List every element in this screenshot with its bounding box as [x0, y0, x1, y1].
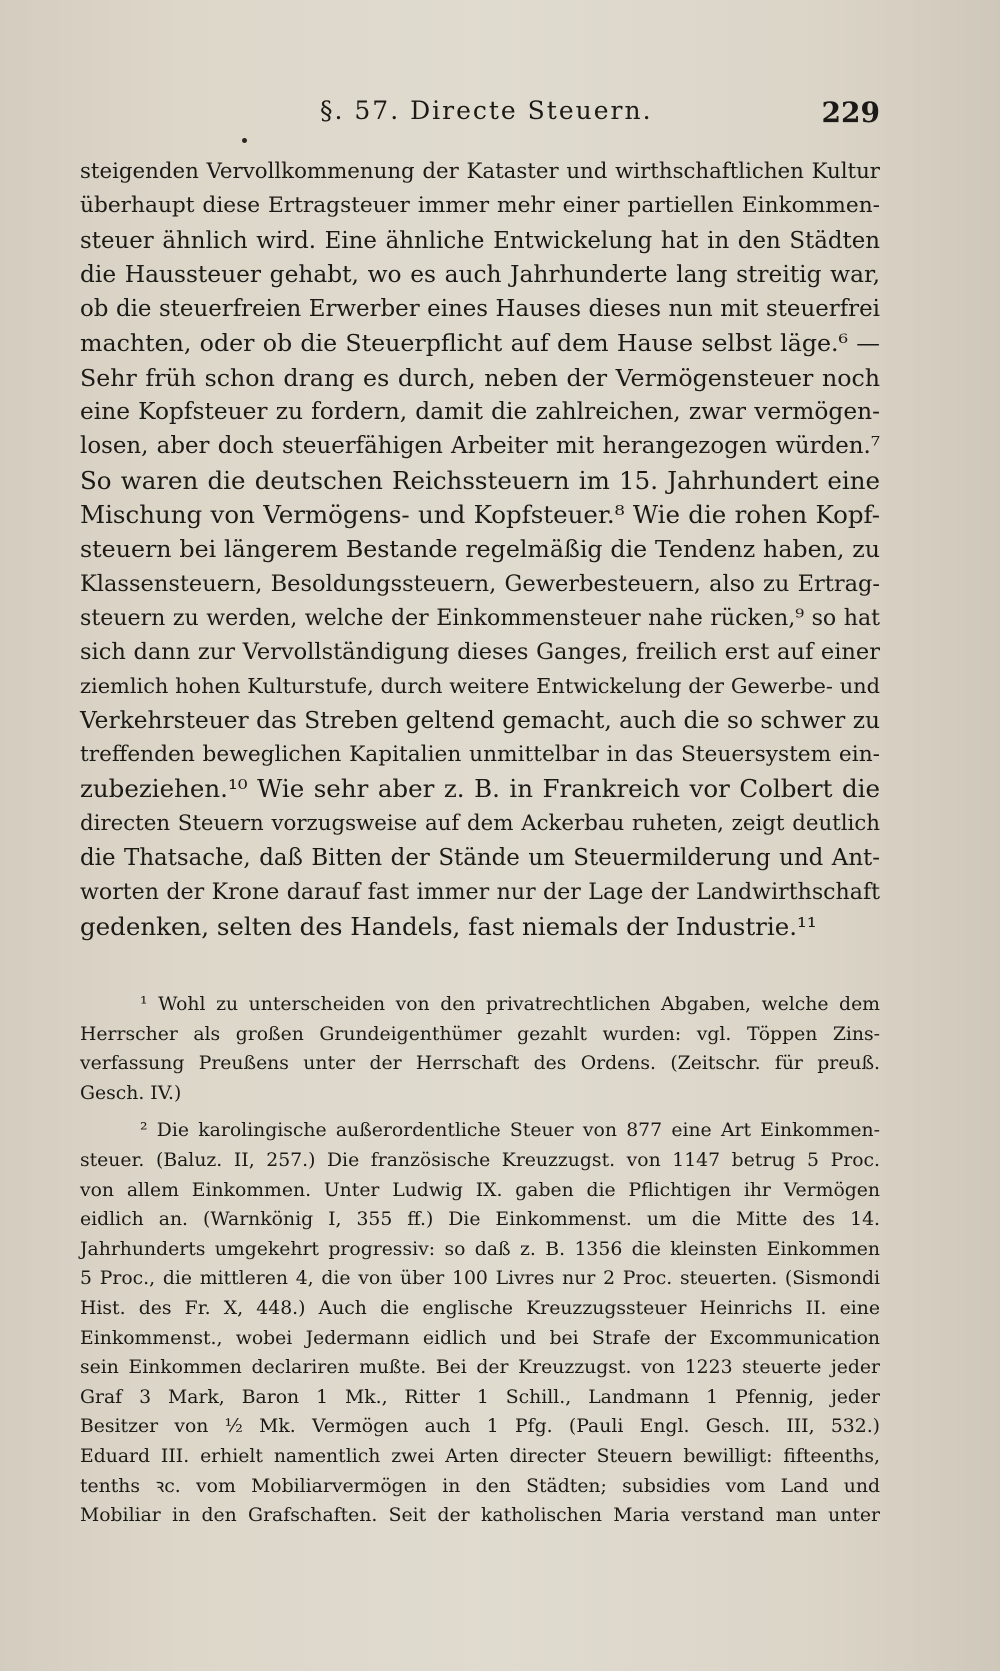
text-line: So waren die deutschen Reichssteuern im 15. Jahrhundert eine	[80, 465, 880, 495]
text-line: überhaupt diese Ertragsteuer immer mehr einer partiellen Einkommen-	[80, 193, 880, 219]
text-line: steuern zu werden, welche der Einkommensteuer nahe rücken,⁹ so hat	[80, 604, 880, 631]
text-line: ob die steuerfreien Erwerber eines Hauses dieses nun mit steuerfrei	[80, 296, 880, 323]
footnote-2-line: Einkommenst., wobei Jedermann eidlich und bei Strafe der Excommunication	[80, 1327, 880, 1349]
text-line: gedenken, selten des Handels, fast niemals der Industrie.¹¹	[80, 911, 817, 941]
footnote-1-line: Herrscher als großen Grundeigenthümer gezahlt wurden: vgl. Töppen Zins-	[80, 1023, 880, 1045]
footnote-2-line: Eduard III. erhielt namentlich zwei Arten directer Steuern bewilligt: fifteenths,	[80, 1445, 880, 1467]
footnote-2-line: ² Die karolingische außerordentliche Steuer von 877 eine Art Einkommen-	[140, 1120, 880, 1142]
footnote-2-line: Mobiliar in den Grafschaften. Seit der katholischen Maria verstand man unter	[80, 1505, 880, 1527]
text-line: steigenden Vervollkommenung der Kataster und wirthschaftlichen Kultur	[80, 159, 880, 184]
footnote-1-line: Gesch. IV.)	[80, 1082, 182, 1104]
ink-speck	[242, 138, 247, 143]
text-line: ziemlich hohen Kulturstufe, durch weitere Entwickelung der Gewerbe- und	[80, 674, 880, 699]
text-line: Sehr früh schon drang es durch, neben der Vermögensteuer noch	[80, 363, 880, 392]
running-header	[80, 96, 880, 136]
text-line: worten der Krone darauf fast immer nur der Lage der Landwirthschaft	[80, 879, 880, 906]
footnote-2-line: steuer. (Baluz. II, 257.) Die französische Kreuzzugst. von 1147 betrug 5 Proc.	[80, 1149, 880, 1171]
text-line: die Haussteuer gehabt, wo es auch Jahrhunderte lang streitig war,	[80, 260, 880, 288]
text-line: losen, aber doch steuerfähigen Arbeiter mit herangezogen würden.⁷	[80, 433, 880, 460]
body-paragraph	[80, 155, 880, 944]
text-line: Verkehrsteuer das Streben geltend gemacht, auch die so schwer zu	[80, 706, 880, 734]
text-line: steuern bei längerem Bestande regelmäßig die Tendenz haben, zu	[80, 535, 880, 564]
footnote-2-line: Graf 3 Mark, Baron 1 Mk., Ritter 1 Schill., Landmann 1 Pfennig, jeder	[80, 1386, 880, 1408]
page-number: 229	[821, 96, 880, 129]
footnote-2-line: sein Einkommen declariren mußte. Bei der Kreuzzugst. von 1223 steuerte jeder	[80, 1357, 880, 1379]
footnote-1-line: ¹ Wohl zu unterscheiden von den privatrechtlichen Abgaben, welche dem	[140, 994, 880, 1015]
text-line: eine Kopfsteuer zu fordern, damit die zahlreichen, zwar vermögen-	[80, 398, 880, 426]
footnotes	[80, 990, 880, 1531]
footnote-2-line: Hist. des Fr. X, 448.) Auch die englische Kreuzzugssteuer Heinrichs II. eine	[80, 1297, 880, 1319]
text-line: die Thatsache, daß Bitten der Stände um Steuermilderung und Ant-	[80, 844, 880, 871]
footnote-gap	[80, 1108, 880, 1116]
footnote-2-line: Jahrhunderts umgekehrt progressiv: so daß z. B. 1356 die kleinsten Einkommen	[80, 1238, 880, 1260]
footnote-2-line: Besitzer von ½ Mk. Vermögen auch 1 Pfg. (Pauli Engl. Gesch. III, 532.)	[80, 1416, 880, 1438]
text-line: directen Steuern vorzugsweise auf dem Ackerbau ruheten, zeigt deutlich	[80, 810, 880, 836]
text-line: sich dann zur Vervollständigung dieses Ganges, freilich erst auf einer	[80, 639, 880, 666]
text-line: Mischung von Vermögens- und Kopfsteuer.⁸ Wie die rohen Kopf-	[80, 499, 880, 529]
text-line: zubeziehen.¹⁰ Wie sehr aber z. B. in Frankreich vor Colbert die	[80, 774, 880, 804]
footnote-2-line: 5 Proc., die mittleren 4, die von über 100 Livres nur 2 Proc. steuerten. (Sismondi	[80, 1268, 880, 1290]
text-line: treffenden beweglichen Kapitalien unmittelbar in das Steuersystem ein-	[80, 742, 880, 768]
running-header-title: §. 57. Directe Steuern.	[320, 96, 653, 125]
footnote-2-line: tenths ꝛc. vom Mobiliarvermögen in den Städten; subsidies vom Land und	[80, 1475, 880, 1497]
footnote-2-line: eidlich an. (Warnkönig I, 355 ff.) Die Einkommenst. um die Mitte des 14.	[80, 1209, 880, 1231]
text-line: steuer ähnlich wird. Eine ähnliche Entwickelung hat in den Städten	[80, 227, 880, 254]
text-line: Klassensteuern, Besoldungssteuern, Gewerbesteuern, also zu Ertrag-	[80, 570, 880, 597]
footnote-2-line: von allem Einkommen. Unter Ludwig IX. gaben die Pflichtigen ihr Vermögen	[80, 1179, 880, 1201]
footnote-1-line: verfassung Preußens unter der Herrschaft des Ordens. (Zeitschr. für preuß.	[80, 1053, 880, 1075]
text-line: machten, oder ob die Steuerpflicht auf dem Hause selbst läge.⁶ —	[80, 329, 880, 358]
